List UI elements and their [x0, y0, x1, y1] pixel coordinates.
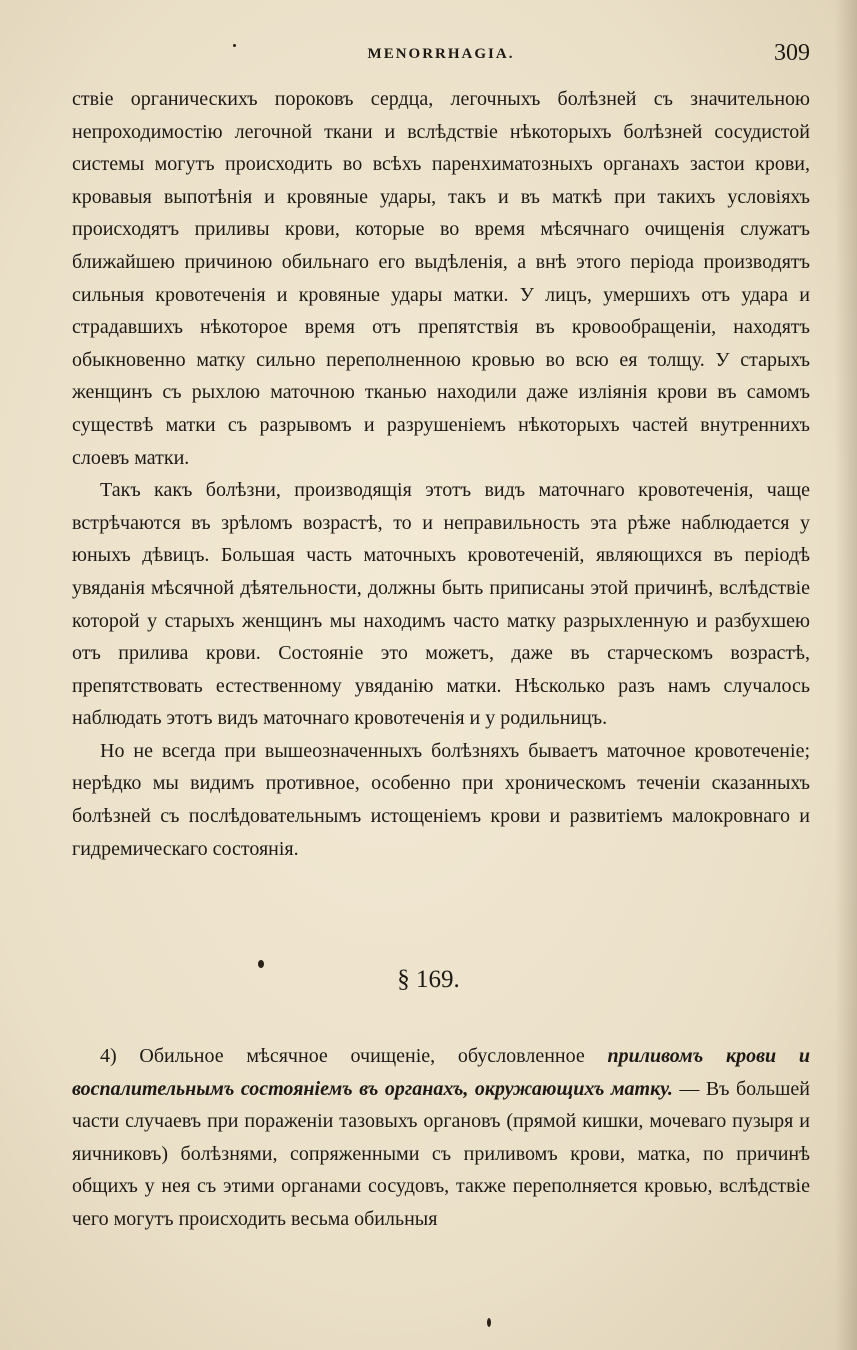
section-rest: — Въ большей части случаевъ при пораженіи тазовыхъ органовъ (прямой кишки, мочеваго пузыря и яичниковъ) болѣзнями, сопряженными съ приливомъ крови, матка, по причинѣ общихъ у нея съ этими органами сосудовъ, также переполняется кровью, вслѣдствіе чего могутъ происходить весьма обильныя [72, 1077, 810, 1230]
page-edge-shadow [835, 0, 857, 1350]
section-italic-title: приливомъ крови и воспалительнымъ состояніемъ въ органахъ, окружающихъ матку. [72, 1045, 810, 1100]
section-lead: 4) Обильное мѣсячное очищеніе, обусловленное [100, 1045, 608, 1067]
paragraph-2: Такъ какъ болѣзни, производящія этотъ видъ маточнаго кровотеченія, чаще встрѣчаются въ зрѣломъ возрастѣ, то и неправильность эта рѣже наблюдается у юныхъ дѣвицъ. Большая часть маточныхъ кровотеченій, являющихся въ періодѣ увяданія мѣсячной дѣятельности, должны быть приписаны этой причинѣ, вслѣдствіе которой у старыхъ женщинъ мы находимъ часто матку разрыхленную и разбухшею отъ прилива крови. Состояніе это можетъ, даже въ старческомъ возрастѣ, препятствовать естественному увяданію матки. Нѣсколько разъ намъ случалось наблюдать этотъ видъ маточнаго кровотеченія и у родильницъ. [72, 479, 810, 730]
ink-speck [258, 960, 264, 968]
section-text [72, 1040, 810, 1236]
paragraph-3: Но не всегда при вышеозначенныхъ болѣзняхъ бываетъ маточное кровотеченіе; нерѣдко мы видимъ противное, особенно при хроническомъ теченіи сказанныхъ болѣзней съ послѣдовательнымъ истощеніемъ крови и развитіемъ малокровнаго и гидремическаго состоянія. [72, 739, 810, 860]
section-paragraph [72, 1040, 810, 1236]
ink-speck [487, 1318, 491, 1327]
ink-speck [233, 44, 236, 47]
main-text [72, 83, 810, 865]
page-number: 309 [774, 40, 810, 66]
running-head-title: MENORRHAGIA. [367, 46, 515, 62]
section-heading: § 169. [397, 966, 460, 993]
paragraph-1: ствіе органическихъ пороковъ сердца, легочныхъ болѣзней съ значительною непроходимостію легочной ткани и вслѣдствіе нѣкоторыхъ болѣзней сосудистой системы могутъ происходить во всѣхъ паренхиматозныхъ органахъ застои крови, кровавыя выпотѣнія и кровяные удары, такъ и въ маткѣ при такихъ условіяхъ происходятъ приливы крови, которые во время мѣсячнаго очищенія служатъ ближайшею причиною обильнаго его выдѣленія, а внѣ этого періода производятъ сильныя кровотеченія и кровяные удары матки. У лицъ, умершихъ отъ удара и страдавшихъ нѣкоторое время отъ препятствія въ кровообращеніи, находятъ обыкновенно матку сильно переполненною кровью во всю ея толщу. У старыхъ женщинъ съ рыхлою маточною тканью находили даже излiянія крови въ самомъ существѣ матки съ разрывомъ и разрушеніемъ нѣкоторыхъ частей внутреннихъ слоевъ матки. [72, 88, 810, 469]
running-head [72, 40, 810, 70]
